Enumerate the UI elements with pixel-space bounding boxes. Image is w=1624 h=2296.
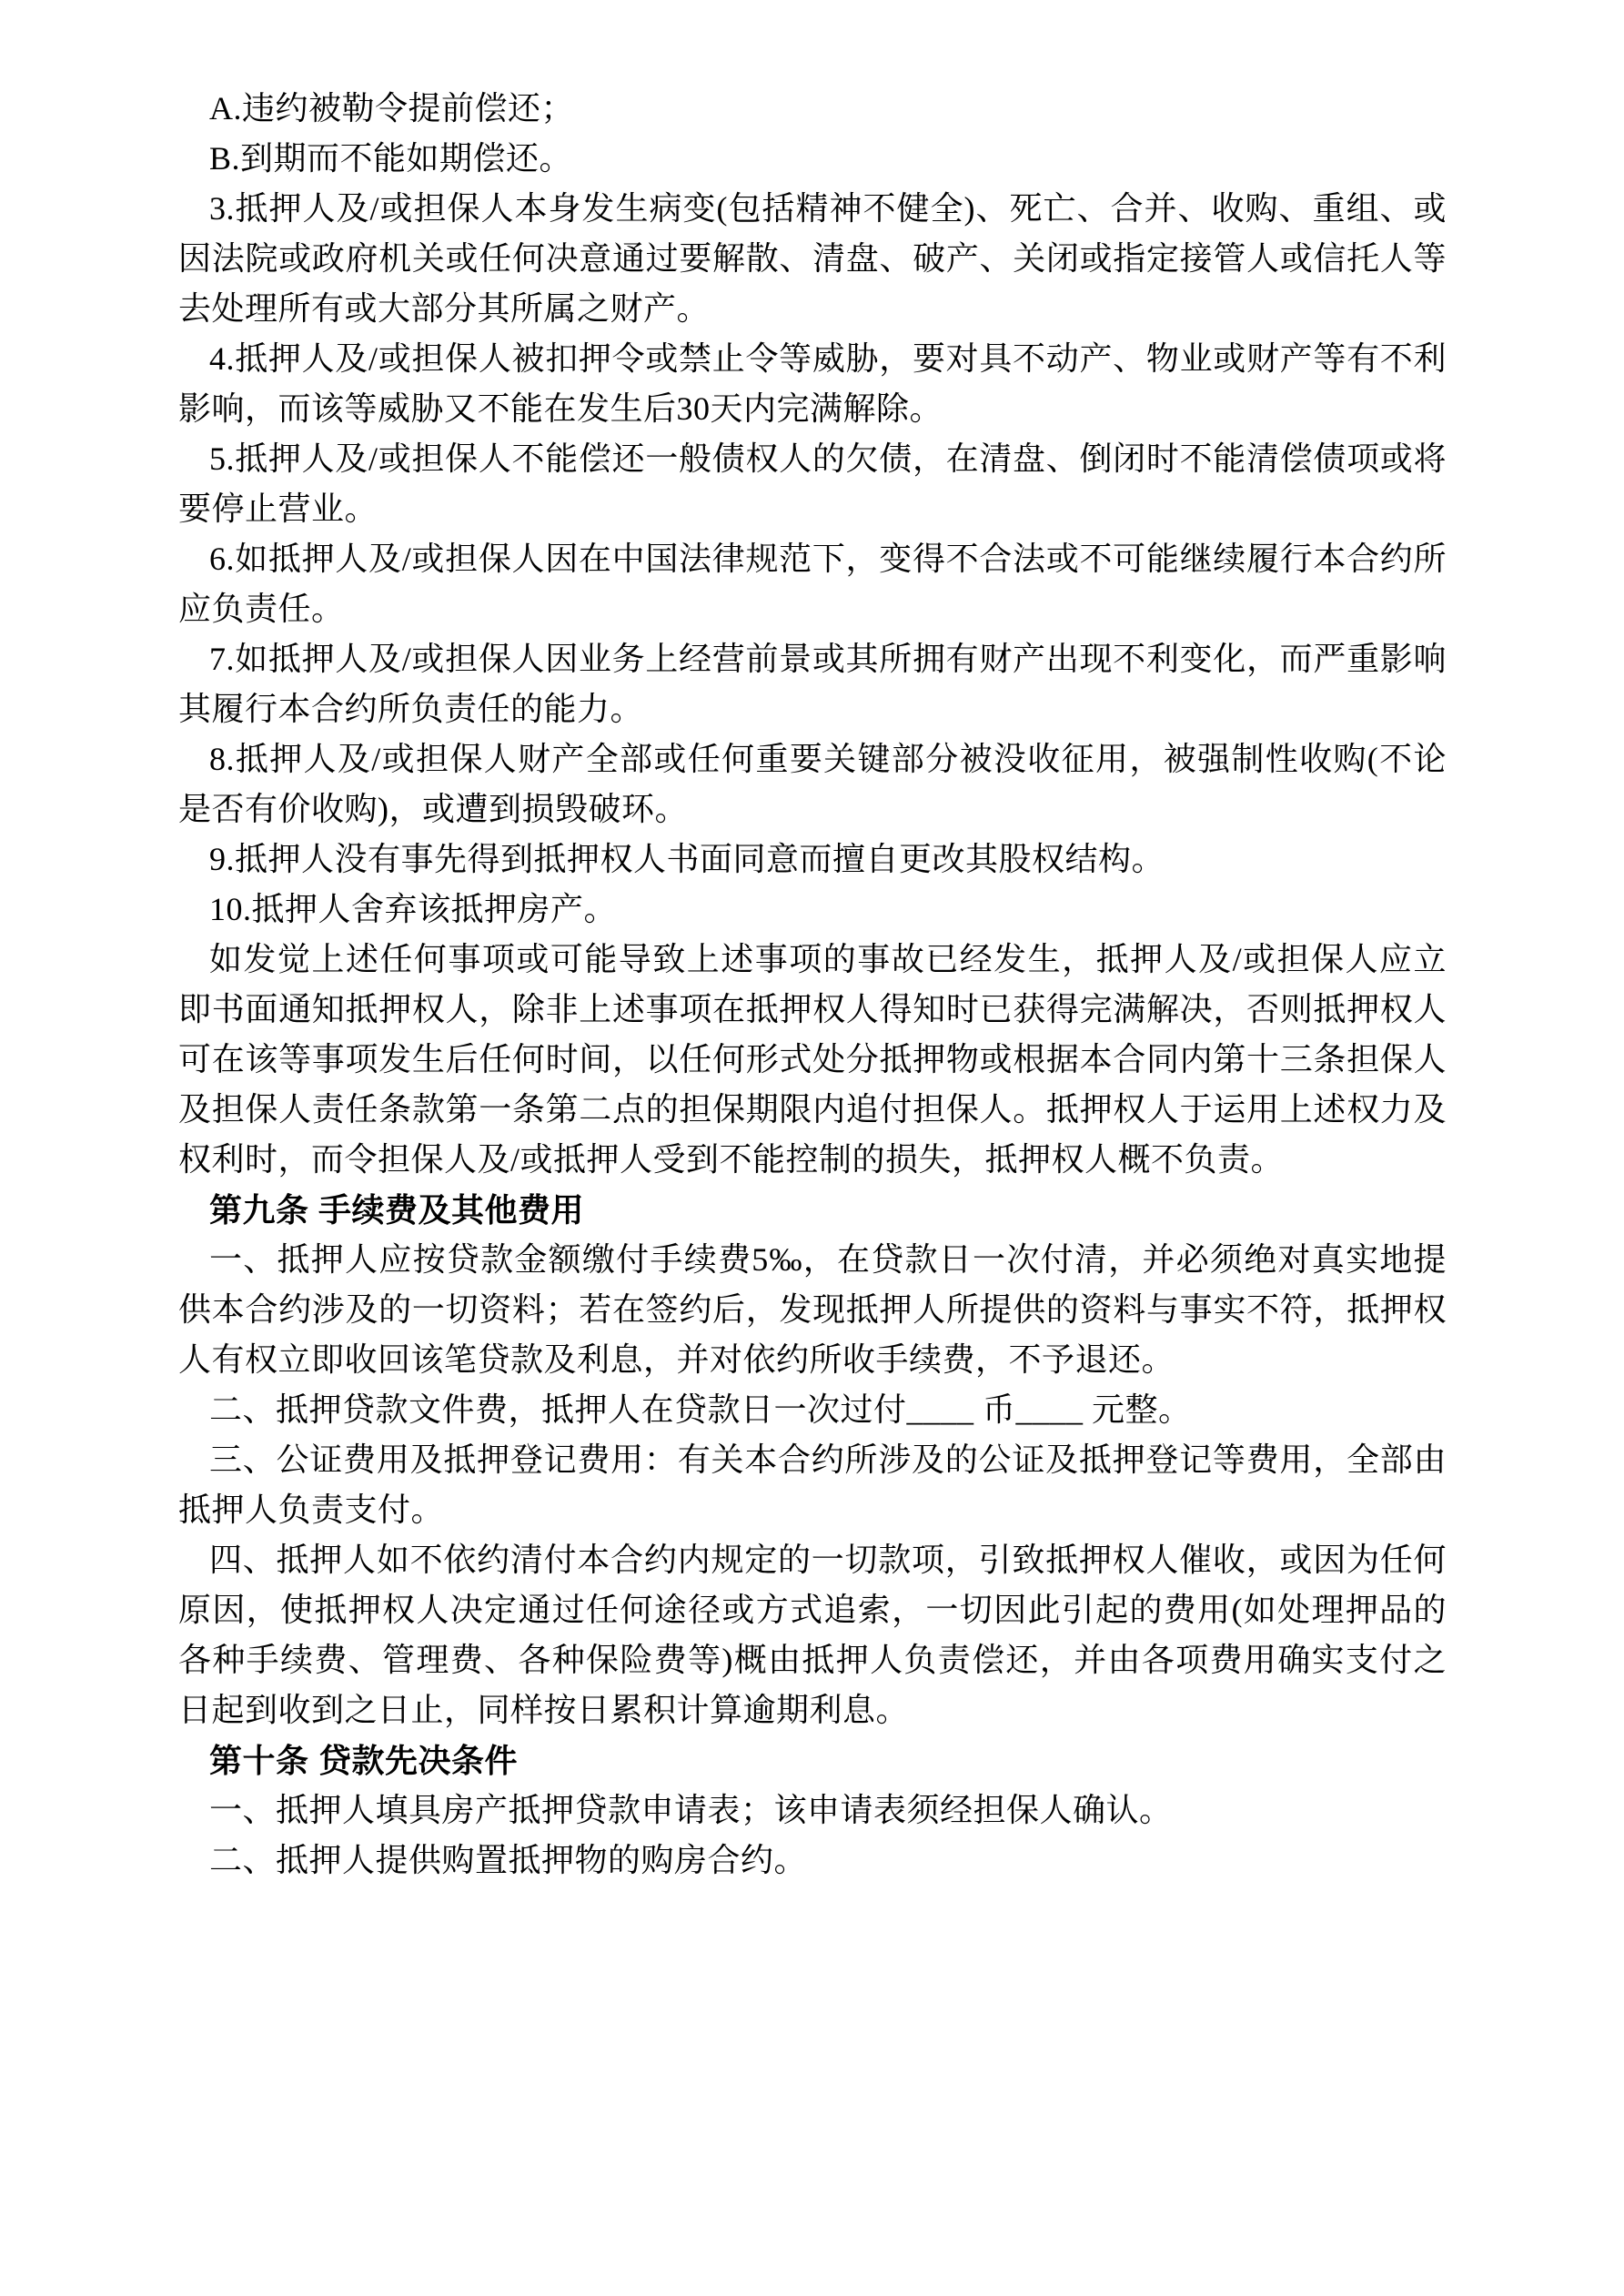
clause-9: 9.抵押人没有事先得到抵押权人书面同意而擅自更改其股权结构。 bbox=[209, 841, 1165, 877]
clause-5: 5.抵押人及/或担保人不能偿还一般债权人的欠债，在清盘、倒闭时不能清偿债项或将要停止营业。 bbox=[178, 440, 1447, 527]
article9-item-1: 一、抵押人应按贷款金额缴付手续费5‰，在贷款日一次付清，并必须绝对真实地提供本合约涉及的一切资料；若在签约后，发现抵押人所提供的资料与事实不符，抵押权人有权立即收回该笔贷款及利息，并对依约所收手续费，不予退还。 bbox=[178, 1241, 1447, 1378]
clause-b: B.到期而不能如期偿还。 bbox=[209, 140, 573, 177]
paragraph-notice-obligation: 如发觉上述任何事项或可能导致上述事项的事故已经发生，抵押人及/或担保人应立即书面通知抵押权人，除非上述事项在抵押权人得知时已获得完满解决，否则抵押权人可在该等事项发生后任何时间，以任何形式处分抵押物或根据本合同内第十三条担保人及担保人责任条款第一条第二点的担保期限内追付担保人。抵押权人于运用上述权力及权利时，而令担保人及/或抵押人受到不能控制的损失，抵押权人概不负责。 bbox=[178, 941, 1447, 1178]
article9-item-3: 三、公证费用及抵押登记费用：有关本合约所涉及的公证及抵押登记等费用，全部由抵押人负责支付。 bbox=[178, 1441, 1447, 1528]
heading-article-10: 第十条 贷款先决条件 bbox=[209, 1742, 519, 1779]
article10-item-2: 二、抵押人提供购置抵押物的购房合约。 bbox=[209, 1842, 808, 1878]
clause-8: 8.抵押人及/或担保人财产全部或任何重要关键部分被没收征用，被强制性收购(不论是否有价收购)，或遭到损毁破环。 bbox=[178, 741, 1447, 827]
article9-item-2: 二、抵押贷款文件费，抵押人在贷款日一次过付____ 币____ 元整。 bbox=[209, 1391, 1192, 1428]
heading-article-9: 第九条 手续费及其他费用 bbox=[209, 1191, 585, 1229]
clause-3: 3.抵押人及/或担保人本身发生病变(包括精神不健全)、死亡、合并、收购、重组、或因法院或政府机关或任何决意通过要解散、清盘、破产、关闭或指定接管人或信托人等去处理所有或大部分其所属之财产。 bbox=[178, 190, 1447, 327]
article9-item-4: 四、抵押人如不依约清付本合约内规定的一切款项，引致抵押权人催收，或因为任何原因，使抵押权人决定通过任何途径或方式追索，一切因此引起的费用(如处理押品的各种手续费、管理费、各种保险费等)概由抵押人负责偿还，并由各项费用确实支付之日起到收到之日止，同样按日累积计算逾期利息。 bbox=[178, 1542, 1447, 1728]
clause-10: 10.抵押人舍弃该抵押房产。 bbox=[209, 891, 618, 927]
clause-6: 6.如抵押人及/或担保人因在中国法律规范下，变得不合法或不可能继续履行本合约所应负责任。 bbox=[178, 541, 1447, 627]
clause-a: A.违约被勒令提前偿还； bbox=[209, 90, 574, 126]
clause-4: 4.抵押人及/或担保人被扣押令或禁止令等威胁，要对具不动产、物业或财产等有不利影响，而该等威胁又不能在发生后30天内完满解除。 bbox=[178, 340, 1447, 427]
article10-item-1: 一、抵押人填具房产抵押贷款申请表；该申请表须经担保人确认。 bbox=[209, 1792, 1173, 1828]
clause-7: 7.如抵押人及/或担保人因业务上经营前景或其所拥有财产出现不利变化，而严重影响其履行本合约所负责任的能力。 bbox=[178, 641, 1447, 727]
